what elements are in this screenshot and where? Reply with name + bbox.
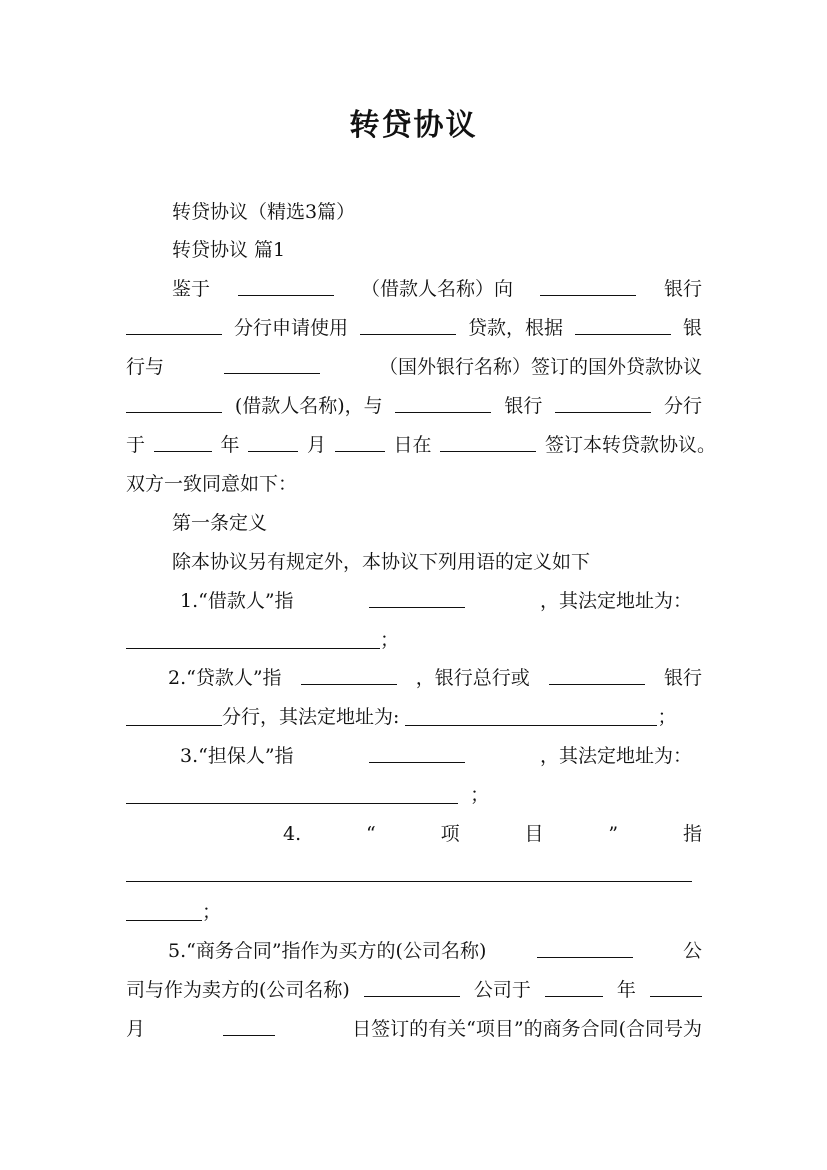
text-run: 2.“贷款人”指 xyxy=(168,667,282,689)
fill-blank xyxy=(223,1017,275,1036)
text-run: 1.“借款人”指 xyxy=(180,590,294,612)
fill-blank xyxy=(335,433,385,452)
fill-blank xyxy=(369,744,465,763)
text-run: 签订本转贷款协议。 xyxy=(544,434,716,456)
paragraph-line xyxy=(126,355,702,379)
text-run: 项 xyxy=(440,823,460,845)
fill-blank xyxy=(154,433,212,452)
fill-blank xyxy=(395,394,491,413)
text-run: 银行 xyxy=(663,667,702,689)
text-run: 5.“商务合同”指作为买方的(公司名称) xyxy=(168,940,487,962)
definition-line xyxy=(168,666,702,690)
fill-blank xyxy=(405,707,657,726)
paragraph-line: 双方一致同意如下： xyxy=(126,473,298,495)
fill-blank xyxy=(301,666,397,685)
paragraph-line xyxy=(126,394,702,418)
text-run: 月 xyxy=(306,434,326,456)
text-run: 银行 xyxy=(663,278,702,300)
text-run: ，其法定地址为： xyxy=(539,590,692,612)
fill-blank xyxy=(126,785,458,804)
definition-line xyxy=(180,589,692,613)
fill-blank xyxy=(369,589,465,608)
text-run: （借款人名称）向 xyxy=(360,278,513,300)
fill-blank xyxy=(238,277,334,296)
text-run: ； xyxy=(470,784,490,806)
fill-blank xyxy=(126,394,222,413)
fill-blank xyxy=(440,433,536,452)
text-run: 日签订的有关“项目”的商务合同(合同号为 xyxy=(352,1018,702,1040)
text-run: 分行申请使用 xyxy=(233,317,348,339)
text-run: 分行，其法定地址为: xyxy=(222,706,400,728)
text-run: 指 xyxy=(682,823,702,845)
text-run: 目 xyxy=(524,823,544,845)
text-run: 年 xyxy=(220,434,240,456)
paragraph-line xyxy=(126,783,702,807)
paragraph-line xyxy=(126,433,716,457)
fill-blank xyxy=(224,355,320,374)
fill-blank xyxy=(549,666,645,685)
paragraph-line xyxy=(126,978,702,1002)
fill-blank xyxy=(555,394,651,413)
paragraph-line: 除本协议另有规定外，本协议下列用语的定义如下 xyxy=(172,551,591,573)
text-run: “ xyxy=(366,823,376,845)
text-run: 分行 xyxy=(663,395,702,417)
text-run: 公司于 xyxy=(473,979,531,1001)
text-run: 银 xyxy=(682,317,702,339)
text-run: （国外银行名称）签订的国外贷款协议 xyxy=(378,356,702,378)
text-run: 日在 xyxy=(393,434,432,456)
text-run: ； xyxy=(657,706,677,728)
paragraph-line xyxy=(126,900,702,924)
text-run: ” xyxy=(608,823,619,845)
text-run: 鉴于 xyxy=(172,278,211,300)
subtitle-line: 转贷协议（精选3篇） xyxy=(172,201,356,223)
text-run: 司与作为卖方的(公司名称) xyxy=(126,979,350,1001)
text-run: 年 xyxy=(616,979,636,1001)
text-run: ； xyxy=(380,629,400,651)
text-run: 于 xyxy=(126,434,146,456)
text-run: 银行 xyxy=(504,395,543,417)
paragraph-line xyxy=(126,861,702,885)
fill-blank xyxy=(364,978,460,997)
fill-blank xyxy=(248,433,298,452)
paragraph-line xyxy=(126,705,702,729)
fill-blank xyxy=(126,863,692,882)
definition-line xyxy=(168,939,702,963)
text-run: 4. xyxy=(283,823,302,845)
fill-blank xyxy=(126,707,222,726)
fill-blank xyxy=(360,316,456,335)
fill-blank xyxy=(540,277,636,296)
section-heading: 转贷协议 篇1 xyxy=(172,239,286,261)
paragraph-line xyxy=(126,316,702,340)
text-run: 公 xyxy=(682,940,702,962)
fill-blank xyxy=(126,630,380,649)
text-run: 月 xyxy=(126,1018,146,1040)
paragraph-line xyxy=(126,628,702,652)
text-run: 贷款，根据 xyxy=(467,317,563,339)
fill-blank xyxy=(545,978,603,997)
fill-blank xyxy=(126,316,222,335)
article-heading: 第一条定义 xyxy=(172,512,268,534)
paragraph-line xyxy=(126,1017,702,1041)
text-run: 3.“担保人”指 xyxy=(180,745,294,767)
text-run: 行与 xyxy=(126,356,165,378)
definition-line xyxy=(283,822,702,846)
paragraph-line xyxy=(172,277,702,301)
text-run: ，银行总行或 xyxy=(415,667,530,689)
text-run: ，其法定地址为： xyxy=(539,745,692,767)
document-title: 转贷协议 xyxy=(349,108,478,143)
text-run: ； xyxy=(202,901,222,923)
fill-blank xyxy=(575,316,671,335)
fill-blank xyxy=(126,902,202,921)
text-run: (借款人名称)，与 xyxy=(234,395,383,417)
definition-line xyxy=(180,744,692,768)
fill-blank xyxy=(537,939,633,958)
fill-blank xyxy=(650,978,702,997)
